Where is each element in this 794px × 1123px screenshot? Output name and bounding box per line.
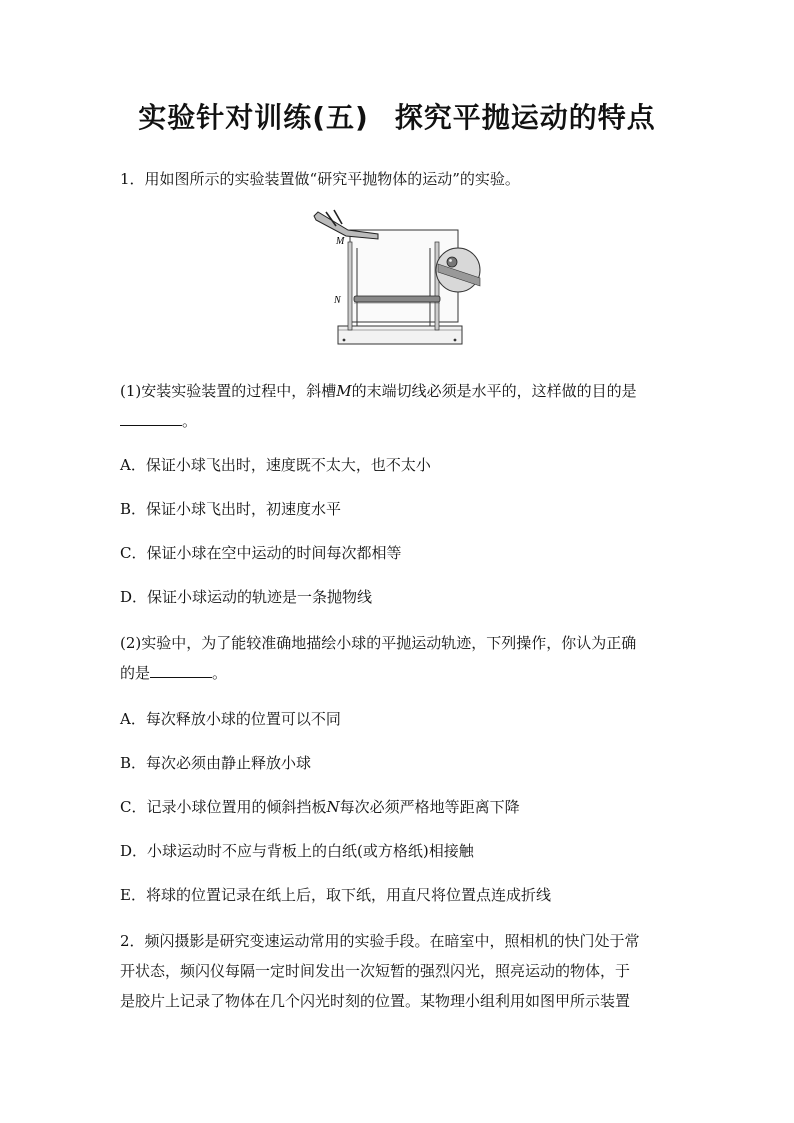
answer-blank-2[interactable]: [150, 663, 212, 678]
q1-part1-line1: (1)安装实验装置的过程中，斜槽M的末端切线必须是水平的，这样做的目的是: [120, 382, 637, 400]
q1-part2-line2: 的是 。: [120, 664, 228, 682]
q2-option-a: A．每次释放小球的位置可以不同: [120, 710, 341, 728]
base-plate: [338, 326, 462, 344]
question-2-line1: 2．频闪摄影是研究变速运动常用的实验手段。在暗室中，照相机的快门处于常: [120, 932, 640, 950]
right-post: [435, 242, 439, 330]
inclined-chute: [314, 212, 378, 239]
left-post: [348, 242, 352, 330]
var-N: N: [326, 798, 340, 816]
question-2-line2: 开状态，频闪仪每隔一定时间发出一次短暂的强烈闪光，照亮运动的物体，于: [120, 962, 631, 980]
var-M: M: [336, 382, 352, 400]
baffle-plate: [354, 296, 440, 302]
q2-option-d: D．小球运动时不应与背板上的白纸(或方格纸)相接触: [120, 842, 474, 860]
label-N: N: [334, 295, 341, 306]
answer-blank-1[interactable]: [120, 411, 182, 426]
q1-option-d: D．保证小球运动的轨迹是一条抛物线: [120, 588, 373, 606]
q2-option-c: C．记录小球位置用的倾斜挡板N每次必须严格地等距离下降: [120, 798, 520, 816]
label-M: M: [336, 236, 345, 247]
q1-option-a: A．保证小球飞出时，速度既不太大，也不太小: [120, 456, 431, 474]
page-title: [0, 96, 794, 136]
question-2-line3: 是胶片上记录了物体在几个闪光时刻的位置。某物理小组利用如图甲所示装置: [120, 992, 631, 1010]
q1-option-c: C．保证小球在空中运动的时间每次都相等: [120, 544, 402, 562]
projectile-apparatus-figure: [312, 208, 482, 352]
q2-option-e: E．将球的位置记录在纸上后，取下纸，用直尺将位置点连成折线: [120, 886, 551, 904]
q1-part2-line1: (2)实验中，为了能较准确地描绘小球的平抛运动轨迹，下列操作，你认为正确: [120, 634, 637, 652]
title-sub: 探究平抛运动的特点: [394, 101, 656, 134]
q2-option-b: B．每次必须由静止释放小球: [120, 754, 312, 772]
title-main: 实验针对训练(五): [138, 101, 369, 134]
question-1-stem: 1．用如图所示的实验装置做“研究平抛物体的运动”的实验。: [120, 170, 520, 188]
q1-part1-line2: 。: [120, 410, 197, 431]
q1-option-b: B．保证小球飞出时，初速度水平: [120, 500, 342, 518]
ball-icon: [447, 257, 457, 267]
